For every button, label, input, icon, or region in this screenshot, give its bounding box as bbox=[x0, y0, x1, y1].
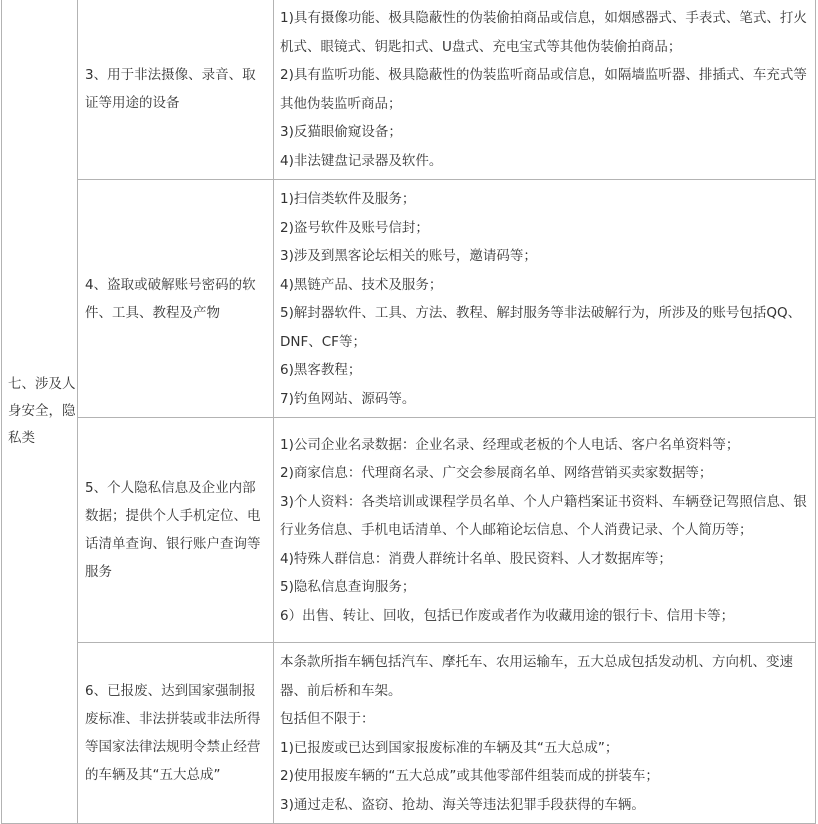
rule-item: 3)通过走私、盗窃、抢劫、海关等违法犯罪手段获得的车辆。 bbox=[280, 796, 645, 813]
rule-title: 5、个人隐私信息及企业内部数据；提供个人手机定位、电话清单查询、银行账户查询等服务 bbox=[85, 480, 261, 580]
table-row bbox=[2, 418, 816, 643]
rule-item: 6)黑客教程； bbox=[280, 362, 362, 378]
rule-item: 2)使用报废车辆的“五大总成”或其他零部件组装而成的拼装车； bbox=[280, 768, 659, 784]
category-label: 七、涉及人身安全，隐私类 bbox=[8, 375, 76, 446]
rule-detail-cell bbox=[274, 180, 816, 418]
rule-item: 2)盗号软件及账号信封； bbox=[280, 219, 429, 236]
table-row bbox=[2, 180, 816, 418]
rule-item: 4)黑链产品、技术及服务； bbox=[280, 276, 443, 293]
rule-item: 3)涉及到黑客论坛相关的账号，邀请码等； bbox=[280, 248, 537, 264]
rule-title-cell bbox=[78, 0, 274, 180]
rule-item: 3)反猫眼偷窥设备； bbox=[280, 124, 402, 140]
table-row bbox=[2, 0, 816, 180]
rule-item: 2)具有监听功能、极具隐蔽性的伪装监听商品或信息，如隔墙监听器、排插式、车充式等其他伪装监听商品； bbox=[280, 67, 807, 112]
rule-item: 1)公司企业名录数据：企业名录、经理或老板的个人电话、客户名单资料等； bbox=[280, 436, 740, 453]
rule-detail-cell bbox=[274, 418, 816, 643]
rule-item: 1)扫信类软件及服务； bbox=[280, 191, 416, 207]
category-cell bbox=[2, 0, 78, 824]
rule-item: 7)钓鱼网站、源码等。 bbox=[280, 390, 416, 407]
rule-item: 5)隐私信息查询服务； bbox=[280, 579, 416, 596]
rule-item: 2)商家信息：代理商名录、广交会参展商名单、网络营销买卖家数据等； bbox=[280, 465, 713, 482]
rule-item: 4)特殊人群信息：消费人群统计名单、股民资料、人才数据库等； bbox=[280, 550, 672, 567]
rule-item: 本条款所指车辆包括汽车、摩托车、农用运输车，五大总成包括发动机、方向机、变速器、前后桥和车架。 bbox=[280, 654, 793, 699]
rule-title-cell bbox=[78, 418, 274, 643]
prohibited-items-table bbox=[1, 0, 816, 824]
rule-title: 3、用于非法摄像、录音、取证等用途的设备 bbox=[85, 67, 256, 111]
rule-title: 4、盗取或破解账号密码的软件、工具、教程及产物 bbox=[85, 276, 256, 321]
rule-item: 1)已报废或已达到国家报废标准的车辆及其“五大总成”； bbox=[280, 739, 619, 756]
rule-title-cell bbox=[78, 643, 274, 824]
rule-item: 3)个人资料：各类培训或课程学员名单、个人户籍档案证书资料、车辆登记驾照信息、银行业务信息、手机电话清单、个人邮箱论坛信息、个人消费记录、个人简历等； bbox=[280, 493, 807, 539]
rule-title: 6、已报废、达到国家强制报废标准、非法拼装或非法所得等国家法律法规明令禁止经营的车辆及其“五大总成” bbox=[85, 683, 261, 783]
table-row bbox=[2, 643, 816, 824]
rule-item: 5)解封器软件、工具、方法、教程、解封服务等非法破解行为，所涉及的账号包括QQ、DNF、CF等； bbox=[280, 305, 802, 350]
rule-item: 6）出售、转让、回收，包括已作废或者作为收藏用途的银行卡、信用卡等； bbox=[280, 607, 735, 624]
rule-item: 包括但不限于： bbox=[280, 711, 375, 727]
rule-item: 4)非法键盘记录器及软件。 bbox=[280, 152, 443, 169]
rule-item: 1)具有摄像功能、极具隐蔽性的伪装偷拍商品或信息，如烟感器式、手表式、笔式、打火机式、眼镜式、钥匙扣式、U盘式、充电宝式等其他伪装偷拍商品； bbox=[280, 10, 807, 55]
rule-detail-cell bbox=[274, 0, 816, 180]
rule-detail-cell bbox=[274, 643, 816, 824]
rule-title-cell bbox=[78, 180, 274, 418]
